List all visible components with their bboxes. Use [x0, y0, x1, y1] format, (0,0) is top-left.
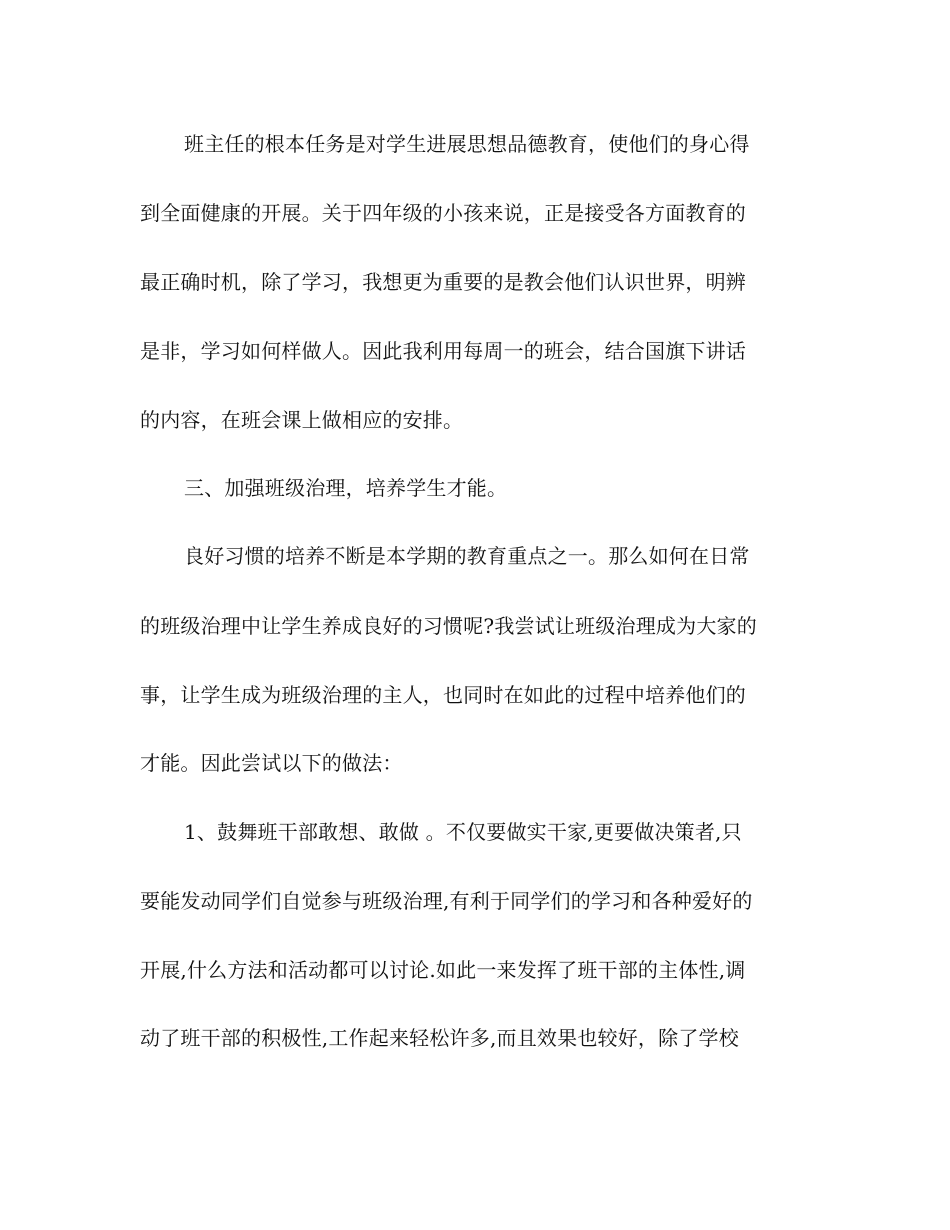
- paragraph-line: 班主任的根本任务是对学生进展思想品德教育，使他们的身心得: [184, 132, 750, 156]
- paragraph-line: 到全面健康的开展。关于四年级的小孩来说，正是接受各方面教育的: [140, 201, 746, 225]
- section-heading: 三、加强班级治理，培养学生才能。: [184, 476, 508, 500]
- paragraph-line: 才能。因此尝试以下的做法：: [140, 751, 403, 775]
- paragraph-line: 事，让学生成为班级治理的主人，也同时在如此的过程中培养他们的: [140, 683, 746, 707]
- paragraph-line: 要能发动同学们自觉参与班级治理,有利于同学们的学习和各种爱好的: [140, 889, 753, 913]
- paragraph-line: 最正确时机，除了学习，我想更为重要的是教会他们认识世界，明辨: [140, 270, 746, 294]
- paragraph-line: 的内容，在班会课上做相应的安排。: [140, 408, 464, 432]
- paragraph-line: 是非，学习如何样做人。因此我利用每周一的班会，结合国旗下讲话: [140, 339, 746, 363]
- paragraph-line: 动了班干部的积极性,工作起来轻松许多,而且效果也较好，除了学校: [140, 1026, 739, 1050]
- list-item-line: 1、鼓舞班干部敢想、敢做 。不仅要做实干家,更要做决策者,只: [184, 820, 742, 844]
- paragraph-line: 的班级治理中让学生养成良好的习惯呢?我尝试让班级治理成为大家的: [140, 614, 757, 638]
- paragraph-line: 良好习惯的培养不断是本学期的教育重点之一。那么如何在日常: [184, 544, 750, 568]
- paragraph-line: 开展,什么方法和活动都可以讨论.如此一来发挥了班干部的主体性,调: [140, 958, 746, 982]
